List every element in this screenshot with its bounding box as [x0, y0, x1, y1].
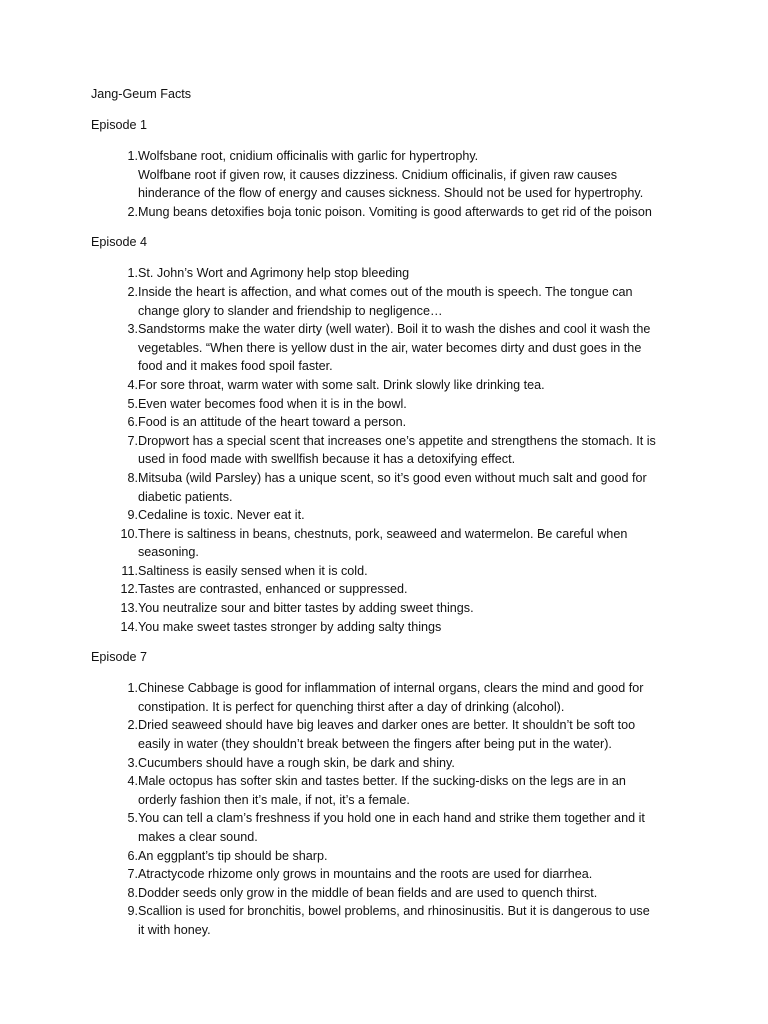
list-item-number: 6.	[127, 415, 138, 430]
list-item	[91, 264, 691, 283]
list-item-text	[138, 320, 691, 376]
list-item-line: Even water becomes food when it is in the bowl.	[138, 396, 407, 411]
list-item-text	[138, 847, 691, 866]
list-item	[91, 618, 691, 637]
list-item-number: 9.	[127, 904, 138, 919]
list-item-line: change glory to slander and friendship to negligence…	[138, 303, 443, 318]
episode-heading: Episode 1	[91, 118, 148, 132]
episode-fact-list	[91, 147, 691, 221]
list-item-line: You neutralize sour and bitter tastes by adding sweet things.	[138, 601, 474, 616]
list-item-line: Inside the heart is affection, and what comes out of the mouth is speech. The tongue can	[138, 284, 633, 299]
list-item-line: Sandstorms make the water dirty (well water). Boil it to wash the dishes and cool it wash the	[138, 322, 651, 337]
list-item	[91, 203, 691, 222]
list-item	[91, 506, 691, 525]
list-item-number: 2.	[127, 718, 138, 733]
list-item-text	[138, 506, 691, 525]
list-item	[91, 809, 691, 846]
list-item-line: Scallion is used for bronchitis, bowel problems, and rhinosinusitis. But it is dangerous to use	[138, 904, 650, 919]
list-item	[91, 580, 691, 599]
list-item-line: Atractycode rhizome only grows in mountains and the roots are used for diarrhea.	[138, 867, 593, 882]
list-item-number: 12.	[120, 582, 138, 597]
list-item	[91, 884, 691, 903]
list-item-text	[138, 716, 691, 753]
list-item-line: Dropwort has a special scent that increases one’s appetite and strengthens the stomach. It is	[138, 433, 656, 448]
list-item	[91, 716, 691, 753]
list-item	[91, 320, 691, 376]
list-item-number: 4.	[127, 774, 138, 789]
list-item	[91, 413, 691, 432]
list-item-number: 9.	[127, 508, 138, 523]
document-title: Jang-Geum Facts	[91, 87, 192, 101]
list-item-line: Tastes are contrasted, enhanced or suppressed.	[138, 582, 408, 597]
list-item-line: Chinese Cabbage is good for inflammation of internal organs, clears the mind and good for	[138, 681, 644, 696]
list-item-number: 4.	[127, 377, 138, 392]
list-item-number: 3.	[127, 322, 138, 337]
list-item-line: For sore throat, warm water with some salt. Drink slowly like drinking tea.	[138, 377, 545, 392]
list-item	[91, 562, 691, 581]
list-item	[91, 865, 691, 884]
list-item-text	[138, 395, 691, 414]
list-item-line: used in food made with swellfish because it has a detoxifying effect.	[138, 452, 516, 467]
list-item-number: 7.	[127, 867, 138, 882]
list-item	[91, 147, 691, 203]
list-item-line: it with honey.	[138, 922, 211, 937]
list-item-number: 8.	[127, 885, 138, 900]
list-item	[91, 432, 691, 469]
list-item-number: 8.	[127, 470, 138, 485]
list-item-number: 6.	[127, 848, 138, 863]
list-item-text	[138, 525, 691, 562]
list-item	[91, 679, 691, 716]
list-item-line: constipation. It is perfect for quenching thirst after a day of drinking (alcohol).	[138, 699, 565, 714]
document-body	[91, 85, 691, 952]
list-item-number: 3.	[127, 755, 138, 770]
list-item-text	[138, 469, 691, 506]
list-item-text	[138, 203, 691, 222]
list-item-line: St. John’s Wort and Agrimony help stop bleeding	[138, 266, 410, 281]
list-item-line: An eggplant’s tip should be sharp.	[138, 848, 328, 863]
list-item-text	[138, 772, 691, 809]
list-item-number: 5.	[127, 811, 138, 826]
list-item-line: You can tell a clam’s freshness if you hold one in each hand and strike them together and it	[138, 811, 645, 826]
list-item-text	[138, 754, 691, 773]
list-item-text	[138, 432, 691, 469]
list-item	[91, 902, 691, 939]
list-item-line: Cedaline is toxic. Never eat it.	[138, 508, 305, 523]
list-item-number: 2.	[127, 284, 138, 299]
episode-heading: Episode 7	[91, 650, 148, 665]
list-item-text	[138, 264, 691, 283]
list-item-line: food and it makes food spoil faster.	[138, 359, 333, 374]
list-item	[91, 469, 691, 506]
list-item-text	[138, 902, 691, 939]
list-item-text	[138, 865, 691, 884]
list-item-line: Mitsuba (wild Parsley) has a unique scent, so it’s good even without much salt and good for	[138, 470, 647, 485]
episode-heading: Episode 4	[91, 235, 148, 250]
list-item-number: 14.	[120, 619, 138, 634]
list-item-line: Wolfsbane root, cnidium officinalis with garlic for hypertrophy.	[138, 149, 479, 163]
list-item-line: vegetables. “When there is yellow dust in the air, water becomes dirty and dust goes in the	[138, 340, 642, 355]
list-item-text	[138, 283, 691, 320]
list-item-line: There is saltiness in beans, chestnuts, pork, seaweed and watermelon. Be careful when	[138, 526, 628, 541]
list-item-line: Cucumbers should have a rough skin, be dark and shiny.	[138, 755, 455, 770]
list-item	[91, 395, 691, 414]
list-item-line: hinderance of the flow of energy and causes sickness. Should not be used for hypertrophy.	[138, 186, 644, 201]
list-item-line: seasoning.	[138, 545, 199, 560]
list-item-text	[138, 562, 691, 581]
list-item-line: Mung beans detoxifies boja tonic poison. Vomiting is good afterwards to get rid of the poison	[138, 204, 652, 219]
list-item-number: 1.	[127, 681, 138, 696]
list-item-text	[138, 599, 691, 618]
list-item	[91, 525, 691, 562]
list-item-line: Male octopus has softer skin and tastes better. If the sucking-disks on the legs are in an	[138, 774, 626, 789]
list-item-number: 1.	[127, 149, 138, 163]
list-item-number: 5.	[127, 396, 138, 411]
list-item-text	[138, 413, 691, 432]
episode-list	[91, 116, 691, 940]
list-item-text	[138, 884, 691, 903]
list-item-number: 1.	[127, 266, 138, 281]
list-item-line: Wolfbane root if given row, it causes dizziness. Cnidium officinalis, if given raw causes	[138, 167, 618, 182]
list-item-line: diabetic patients.	[138, 489, 233, 504]
list-item-text	[138, 147, 691, 203]
list-item-text	[138, 679, 691, 716]
list-item	[91, 599, 691, 618]
list-item-line: Saltiness is easily sensed when it is cold.	[138, 563, 368, 578]
list-item-text	[138, 376, 691, 395]
list-item-number: 7.	[127, 433, 138, 448]
list-item-line: Dodder seeds only grow in the middle of bean fields and are used to quench thirst.	[138, 885, 598, 900]
list-item-text	[138, 618, 691, 637]
list-item-line: Dried seaweed should have big leaves and darker ones are better. It shouldn’t be soft too	[138, 718, 636, 733]
list-item-line: Food is an attitude of the heart toward a person.	[138, 415, 407, 430]
list-item-number: 2.	[127, 204, 138, 219]
list-item-line: orderly fashion then it’s male, if not, it’s a female.	[138, 792, 410, 807]
list-item-line: You make sweet tastes stronger by adding salty things	[138, 619, 442, 634]
episode-fact-list	[91, 264, 691, 636]
list-item	[91, 283, 691, 320]
list-item-text	[138, 580, 691, 599]
list-item-number: 10.	[120, 526, 138, 541]
list-item	[91, 376, 691, 395]
list-item	[91, 847, 691, 866]
episode-fact-list	[91, 679, 691, 939]
list-item	[91, 772, 691, 809]
list-item	[91, 754, 691, 773]
list-item-line: easily in water (they shouldn’t break between the fingers after being put in the water).	[138, 737, 612, 752]
list-item-number: 13.	[120, 601, 138, 616]
list-item-line: makes a clear sound.	[138, 830, 258, 844]
list-item-number: 11.	[121, 563, 138, 578]
list-item-text	[138, 809, 691, 846]
